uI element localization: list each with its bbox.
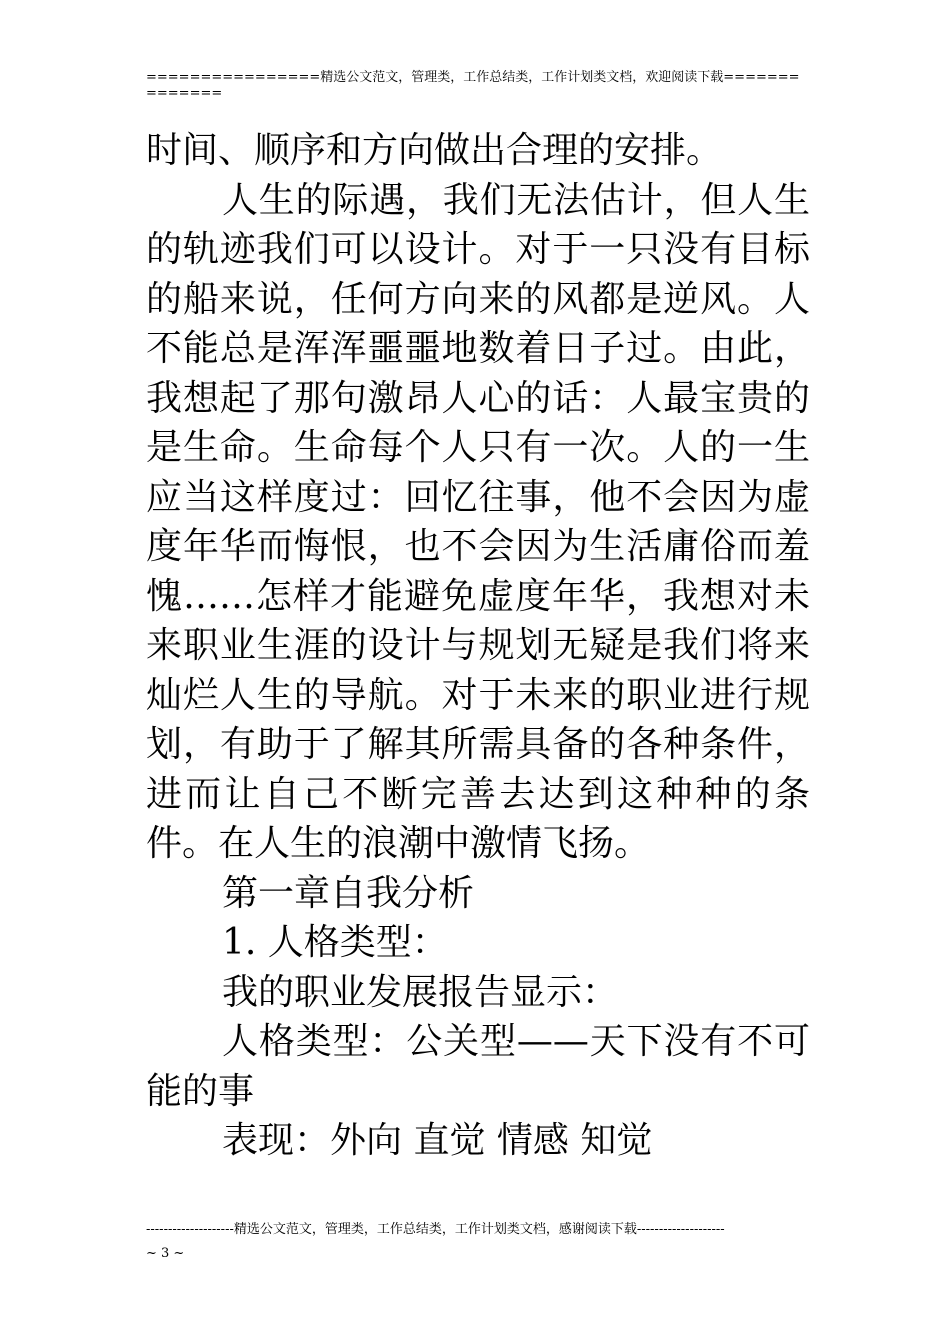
document-body: [146, 126, 810, 1166]
paragraph: 我的职业发展报告显示：: [222, 971, 619, 1013]
page-header: [146, 70, 810, 102]
paragraph: 人格类型：公关型——天下没有不可能的事: [146, 1021, 810, 1112]
page-footer: [146, 1222, 810, 1238]
paragraph: 人生的际遇，我们无法估计，但人生的轨迹我们可以设计。对于一只没有目标的船来说，任何方向来的风都是逆风。人不能总是浑浑噩噩地数着日子过。由此，我想起了那句激昂人心的话：人最宝贵的是生命。生命每个人只有一次。人的一生应当这样度过：回忆往事，他不会因为虚度年华而悔恨，也不会因为生活庸俗而羞愧……怎样才能避免虚度年华，我想对未来职业生涯的设计与规划无疑是我们将来灿烂人生的导航。对于未来的职业进行规划，有助于了解其所需具备的各种条件，进而让自己不断完善去达到这种种的条件。在人生的浪潮中激情飞扬。: [146, 179, 810, 864]
section-heading: 1. 人格类型：: [222, 922, 448, 963]
paragraph: 表现：外向 直觉 情感 知觉: [222, 1120, 653, 1161]
footer-text: --------------------精选公文范文，管理类，工作总结类，工作计划类文档，感谢阅读下载--------------------: [146, 1222, 725, 1237]
header-text: ================精选公文范文，管理类，工作总结类，工作计划类文档，欢迎阅读下载==============: [146, 70, 800, 101]
chapter-heading: 第一章自我分析: [222, 872, 475, 914]
page-number: ~ 3 ~: [146, 1246, 185, 1261]
paragraph: 时间、顺序和方向做出合理的安排。: [146, 130, 723, 171]
